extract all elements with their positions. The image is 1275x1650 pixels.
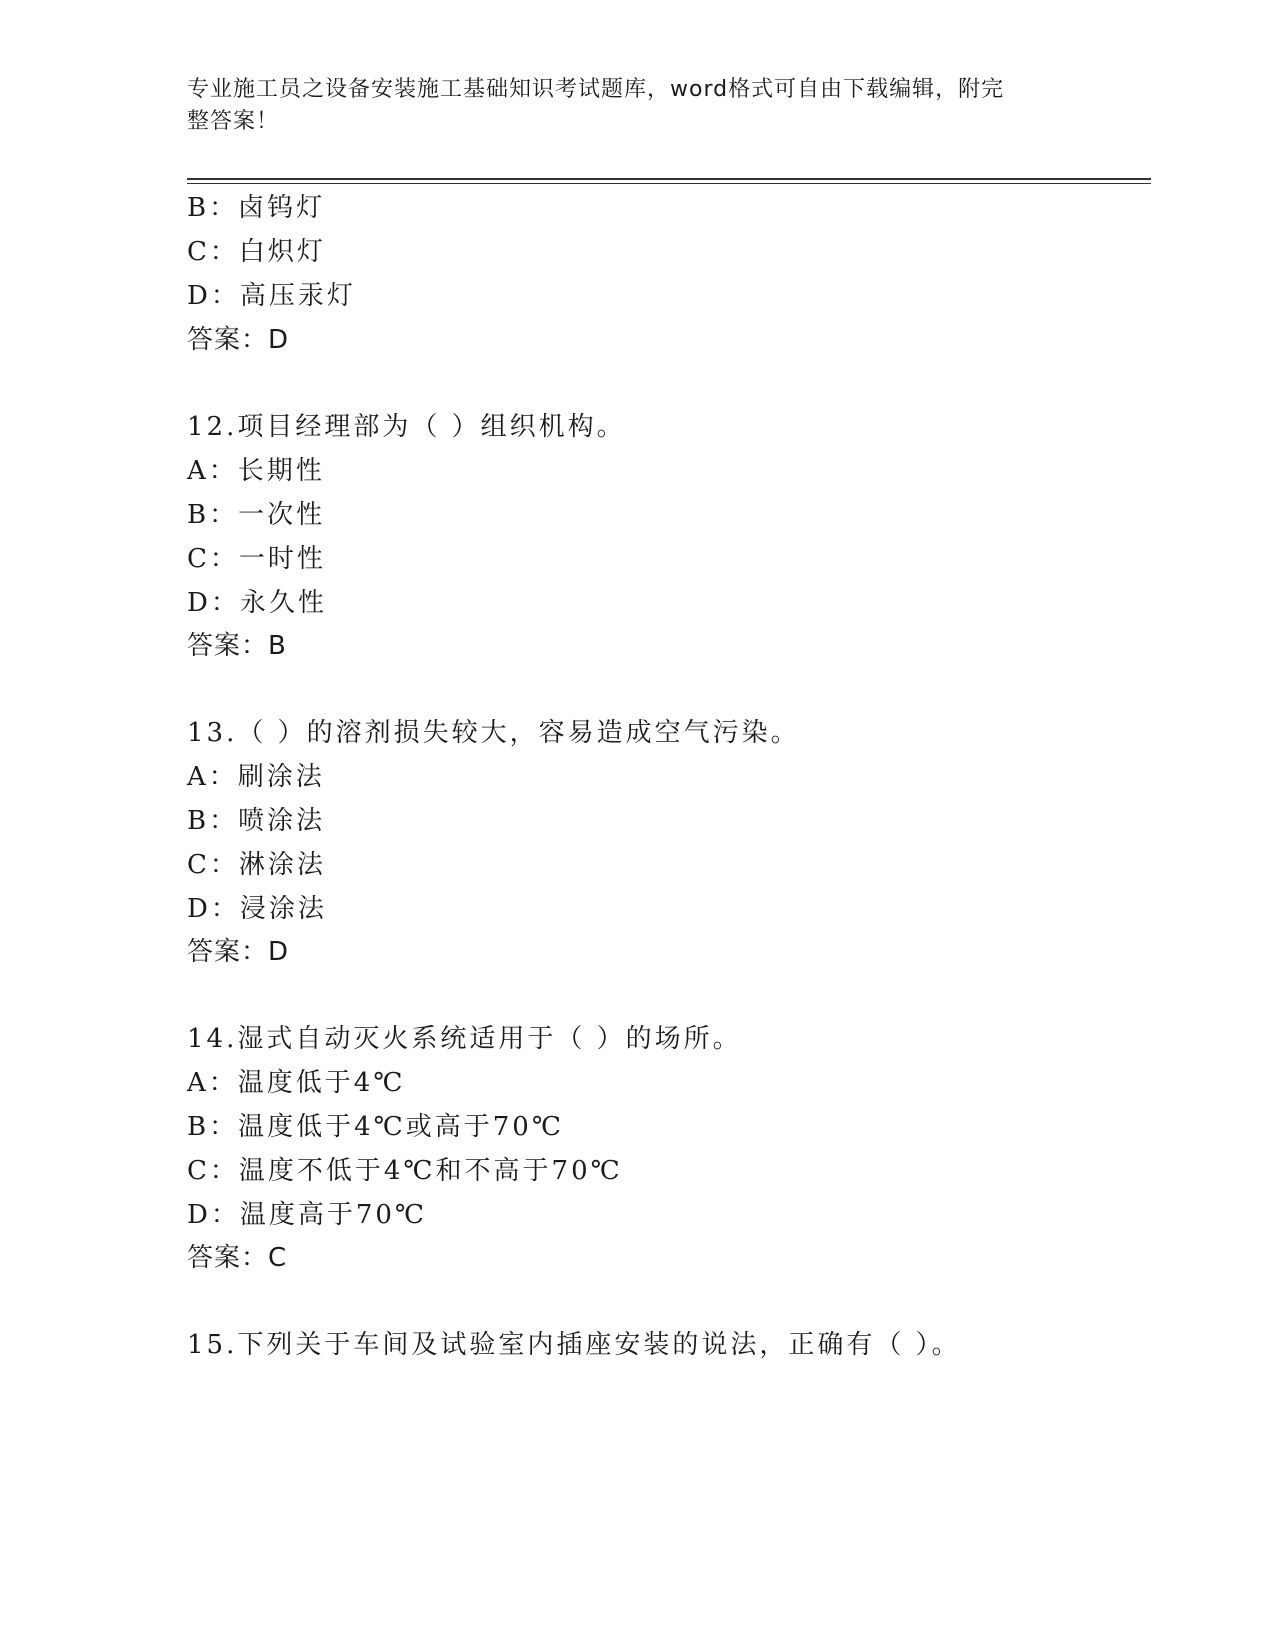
q14-option-d: D：温度高于70℃ xyxy=(187,1200,428,1230)
q13-answer: 答案：D xyxy=(187,937,290,967)
q14-option-a: A：温度低于4℃ xyxy=(187,1068,406,1098)
q11-option-c: C：白炽灯 xyxy=(187,237,326,267)
q14-option-c: C：温度不低于4℃和不高于70℃ xyxy=(187,1156,623,1186)
q15-question: 15.下列关于车间及试验室内插座安装的说法，正确有（ ）。 xyxy=(187,1330,961,1360)
q12-option-b: B：一次性 xyxy=(187,500,326,530)
q12-option-a: A：长期性 xyxy=(187,456,325,486)
q13-option-c: C：淋涂法 xyxy=(187,850,326,880)
q14-option-b: B：温度低于4℃或高于70℃ xyxy=(187,1112,564,1142)
header-rule-thin xyxy=(187,183,1151,184)
document-header xyxy=(187,74,1067,138)
header-line-2: 整答案！ xyxy=(187,109,280,134)
q13-question: 13.（ ）的溶剂损失较大，容易造成空气污染。 xyxy=(187,718,800,748)
q11-option-d: D：高压汞灯 xyxy=(187,281,356,311)
q13-option-a: A：刷涂法 xyxy=(187,762,325,792)
q13-option-b: B：喷涂法 xyxy=(187,806,326,836)
q12-option-c: C：一时性 xyxy=(187,544,326,574)
q11-option-b: B：卤钨灯 xyxy=(187,193,326,223)
q13-option-d: D：浸涂法 xyxy=(187,894,327,924)
header-line-1: 专业施工员之设备安装施工基础知识考试题库，word格式可自由下载编辑，附完 xyxy=(187,77,1005,102)
q14-answer: 答案：C xyxy=(187,1243,288,1273)
q12-option-d: D：永久性 xyxy=(187,588,327,618)
q12-answer: 答案：B xyxy=(187,631,287,661)
q14-question: 14.湿式自动灭火系统适用于（ ）的场所。 xyxy=(187,1024,742,1054)
header-rule-thick xyxy=(187,178,1151,180)
q12-question: 12.项目经理部为（ ）组织机构。 xyxy=(187,412,626,442)
q11-answer: 答案：D xyxy=(187,325,290,355)
